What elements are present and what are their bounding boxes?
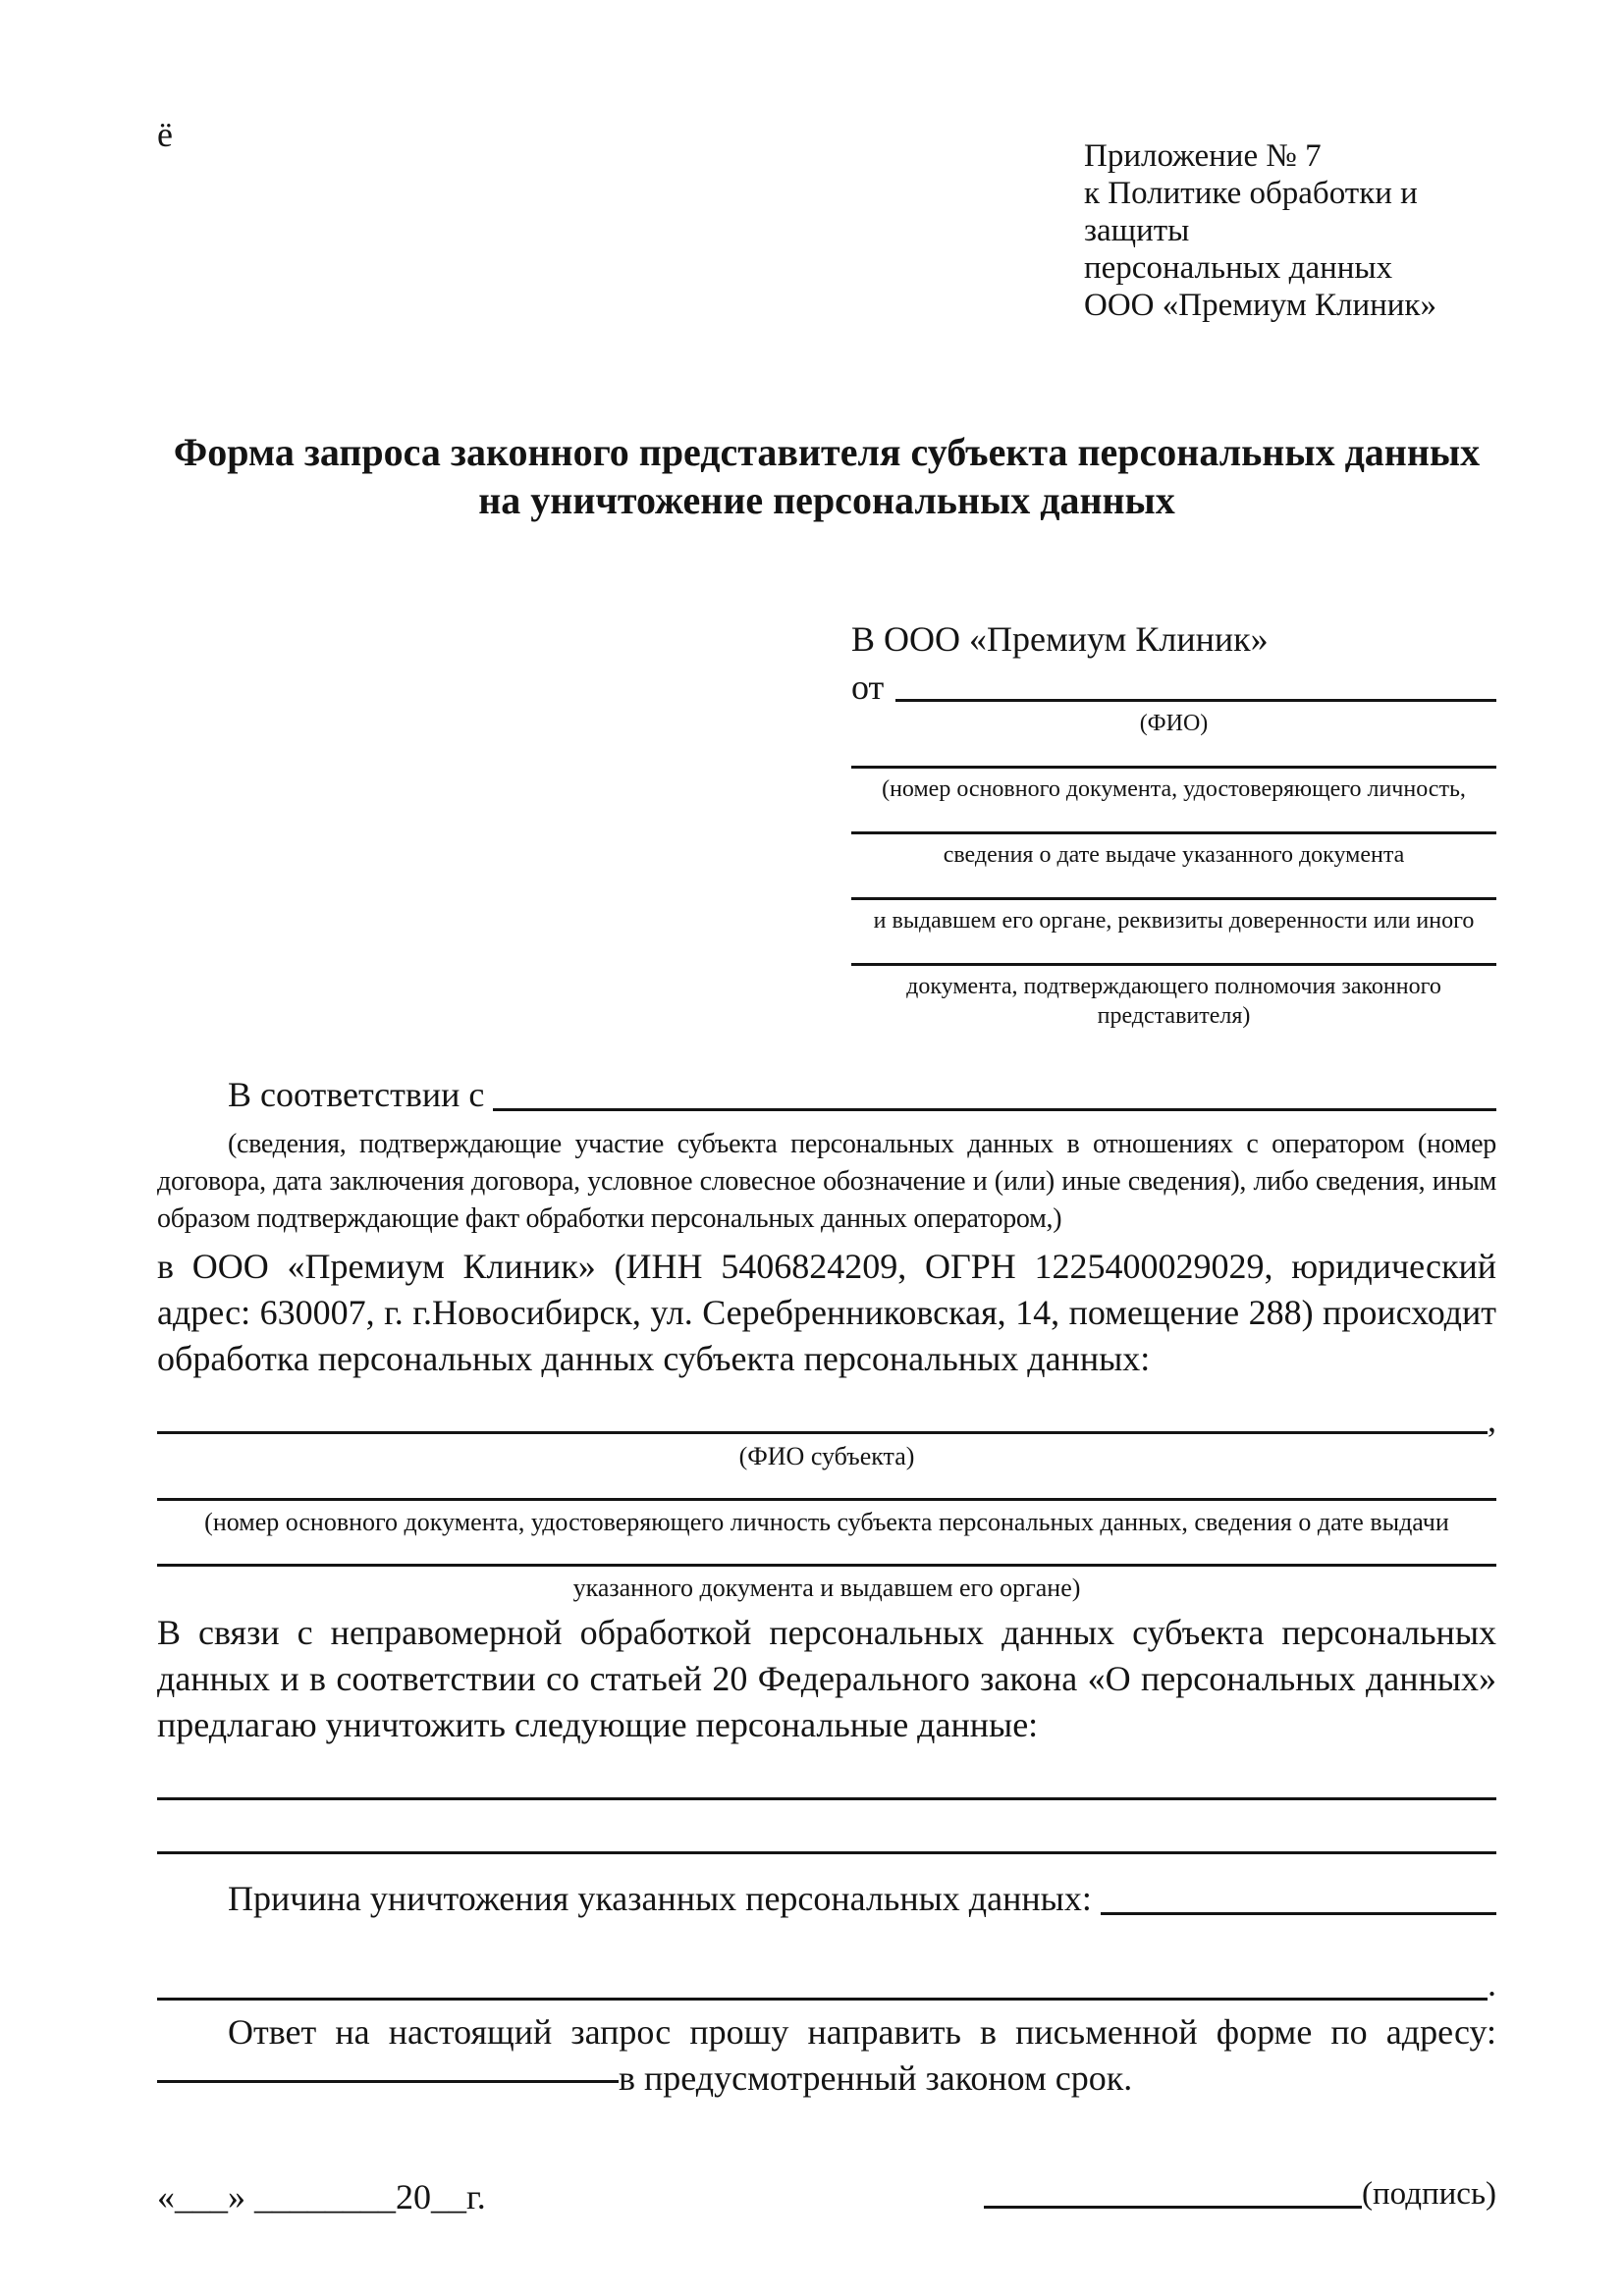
id-field-caption-3: и выдавшем его органе, реквизиты доверенности или иного bbox=[873, 908, 1475, 934]
id-field-caption-2: сведения о дате выдаче указанного документа bbox=[943, 842, 1405, 868]
answer-paragraph: Ответ на настоящий запрос прошу направить в письменной форме по адресу: bbox=[228, 2012, 1496, 2052]
answer-address-row bbox=[157, 2056, 1496, 2102]
date-blank: «___» ________20__г. bbox=[157, 2177, 486, 2216]
reason-lead: Причина уничтожения указанных персональных данных: bbox=[228, 1879, 1101, 1918]
form-title bbox=[157, 428, 1496, 524]
subject-doc-field-2 bbox=[157, 1564, 1496, 1604]
signature-line bbox=[984, 2172, 1362, 2209]
accordance-lead: В соответствии с bbox=[228, 1075, 494, 1114]
from-row bbox=[851, 666, 1496, 709]
id-field-caption-1: (номер основного документа, удостоверяющего личность, bbox=[882, 776, 1466, 802]
reason-period: . bbox=[1488, 1964, 1496, 2003]
answer-tail: в предусмотренный законом срок. bbox=[619, 2058, 1133, 2098]
accordance-field-line bbox=[493, 1072, 1496, 1111]
id-field-line-4 bbox=[851, 963, 1496, 966]
id-field-3 bbox=[851, 897, 1496, 935]
subject-fio-row bbox=[157, 1398, 1496, 1441]
signature-field bbox=[984, 2172, 1496, 2216]
form-title-line-2: на уничтожение персональных данных bbox=[478, 478, 1175, 522]
appendix-line-1: Приложение № 7 bbox=[1084, 138, 1322, 174]
data-blank-line-1 bbox=[157, 1797, 1496, 1800]
signature-caption: (подпись) bbox=[1362, 2176, 1496, 2212]
id-field-line-1 bbox=[851, 766, 1496, 769]
answer-address-line bbox=[157, 2080, 619, 2083]
signature-row bbox=[157, 2172, 1496, 2217]
appendix-line-3: персональных данных bbox=[1084, 250, 1393, 286]
subject-doc-caption-1: (номер основного документа, удостоверяющего личность субъекта персональных данных, сведения о дате выдачи bbox=[204, 1508, 1449, 1536]
subject-fio-line bbox=[157, 1398, 1488, 1434]
reason-row bbox=[157, 1876, 1496, 1922]
id-field-1 bbox=[851, 766, 1496, 804]
accordance-caption: (сведения, подтверждающие участие субъекта персональных данных в отношениях с оператором (номер договора, дата заключения договора, условное словесное обозначение и (или) иные сведения), либо сведения, иным образом подтверждающие факт обработки персональных данных оператором,) bbox=[157, 1129, 1496, 1234]
reason-field-line bbox=[1101, 1876, 1496, 1915]
subject-comma: , bbox=[1488, 1400, 1496, 1439]
id-field-caption-4: документа, подтверждающего полномочия законного представителя) bbox=[906, 974, 1441, 1029]
appendix-block bbox=[1084, 0, 1496, 324]
subject-doc-line-2 bbox=[157, 1564, 1496, 1567]
addressee-to: В ООО «Премиум Клиник» bbox=[851, 619, 1269, 659]
data-blank-line-2 bbox=[157, 1851, 1496, 1854]
appendix-line-2: к Политике обработки и защиты bbox=[1084, 176, 1418, 248]
subject-fio-caption: (ФИО субъекта) bbox=[738, 1442, 915, 1470]
subject-doc-caption-2: указанного документа и выдавшем его органе) bbox=[572, 1574, 1081, 1602]
form-title-line-1: Форма запроса законного представителя субъекта персональных данных bbox=[173, 430, 1481, 474]
demand-paragraph: В связи с неправомерной обработкой персональных данных субъекта персональных данных и в соответствии со статьей 20 Федерального закона «О персональных данных» предлагаю уничтожить следующие персональные данные: bbox=[157, 1613, 1496, 1744]
addressee-block bbox=[851, 618, 1496, 1031]
from-field-line bbox=[895, 666, 1496, 702]
from-label: от bbox=[851, 667, 885, 707]
id-field-4 bbox=[851, 963, 1496, 1031]
subject-doc-line-1 bbox=[157, 1498, 1496, 1501]
reason-continuation-line bbox=[157, 1961, 1488, 2001]
reason-continuation-row bbox=[157, 1961, 1496, 2007]
stray-char: ё bbox=[157, 115, 173, 154]
id-field-line-2 bbox=[851, 831, 1496, 834]
fio-caption: (ФИО) bbox=[1139, 711, 1209, 736]
operator-paragraph: в ООО «Премиум Клиник» (ИНН 5406824209, ОГРН 1225400029029, юридический адрес: 630007, г. г.Новосибирск, ул. Серебренниковская, 14, помещение 288) происходит обработка персональных данных субъекта персональных данных: bbox=[157, 1247, 1496, 1378]
appendix-line-4: ООО «Премиум Клиник» bbox=[1084, 288, 1436, 323]
id-field-2 bbox=[851, 831, 1496, 870]
accordance-row bbox=[157, 1072, 1496, 1118]
subject-doc-field-1 bbox=[157, 1498, 1496, 1538]
id-field-line-3 bbox=[851, 897, 1496, 900]
